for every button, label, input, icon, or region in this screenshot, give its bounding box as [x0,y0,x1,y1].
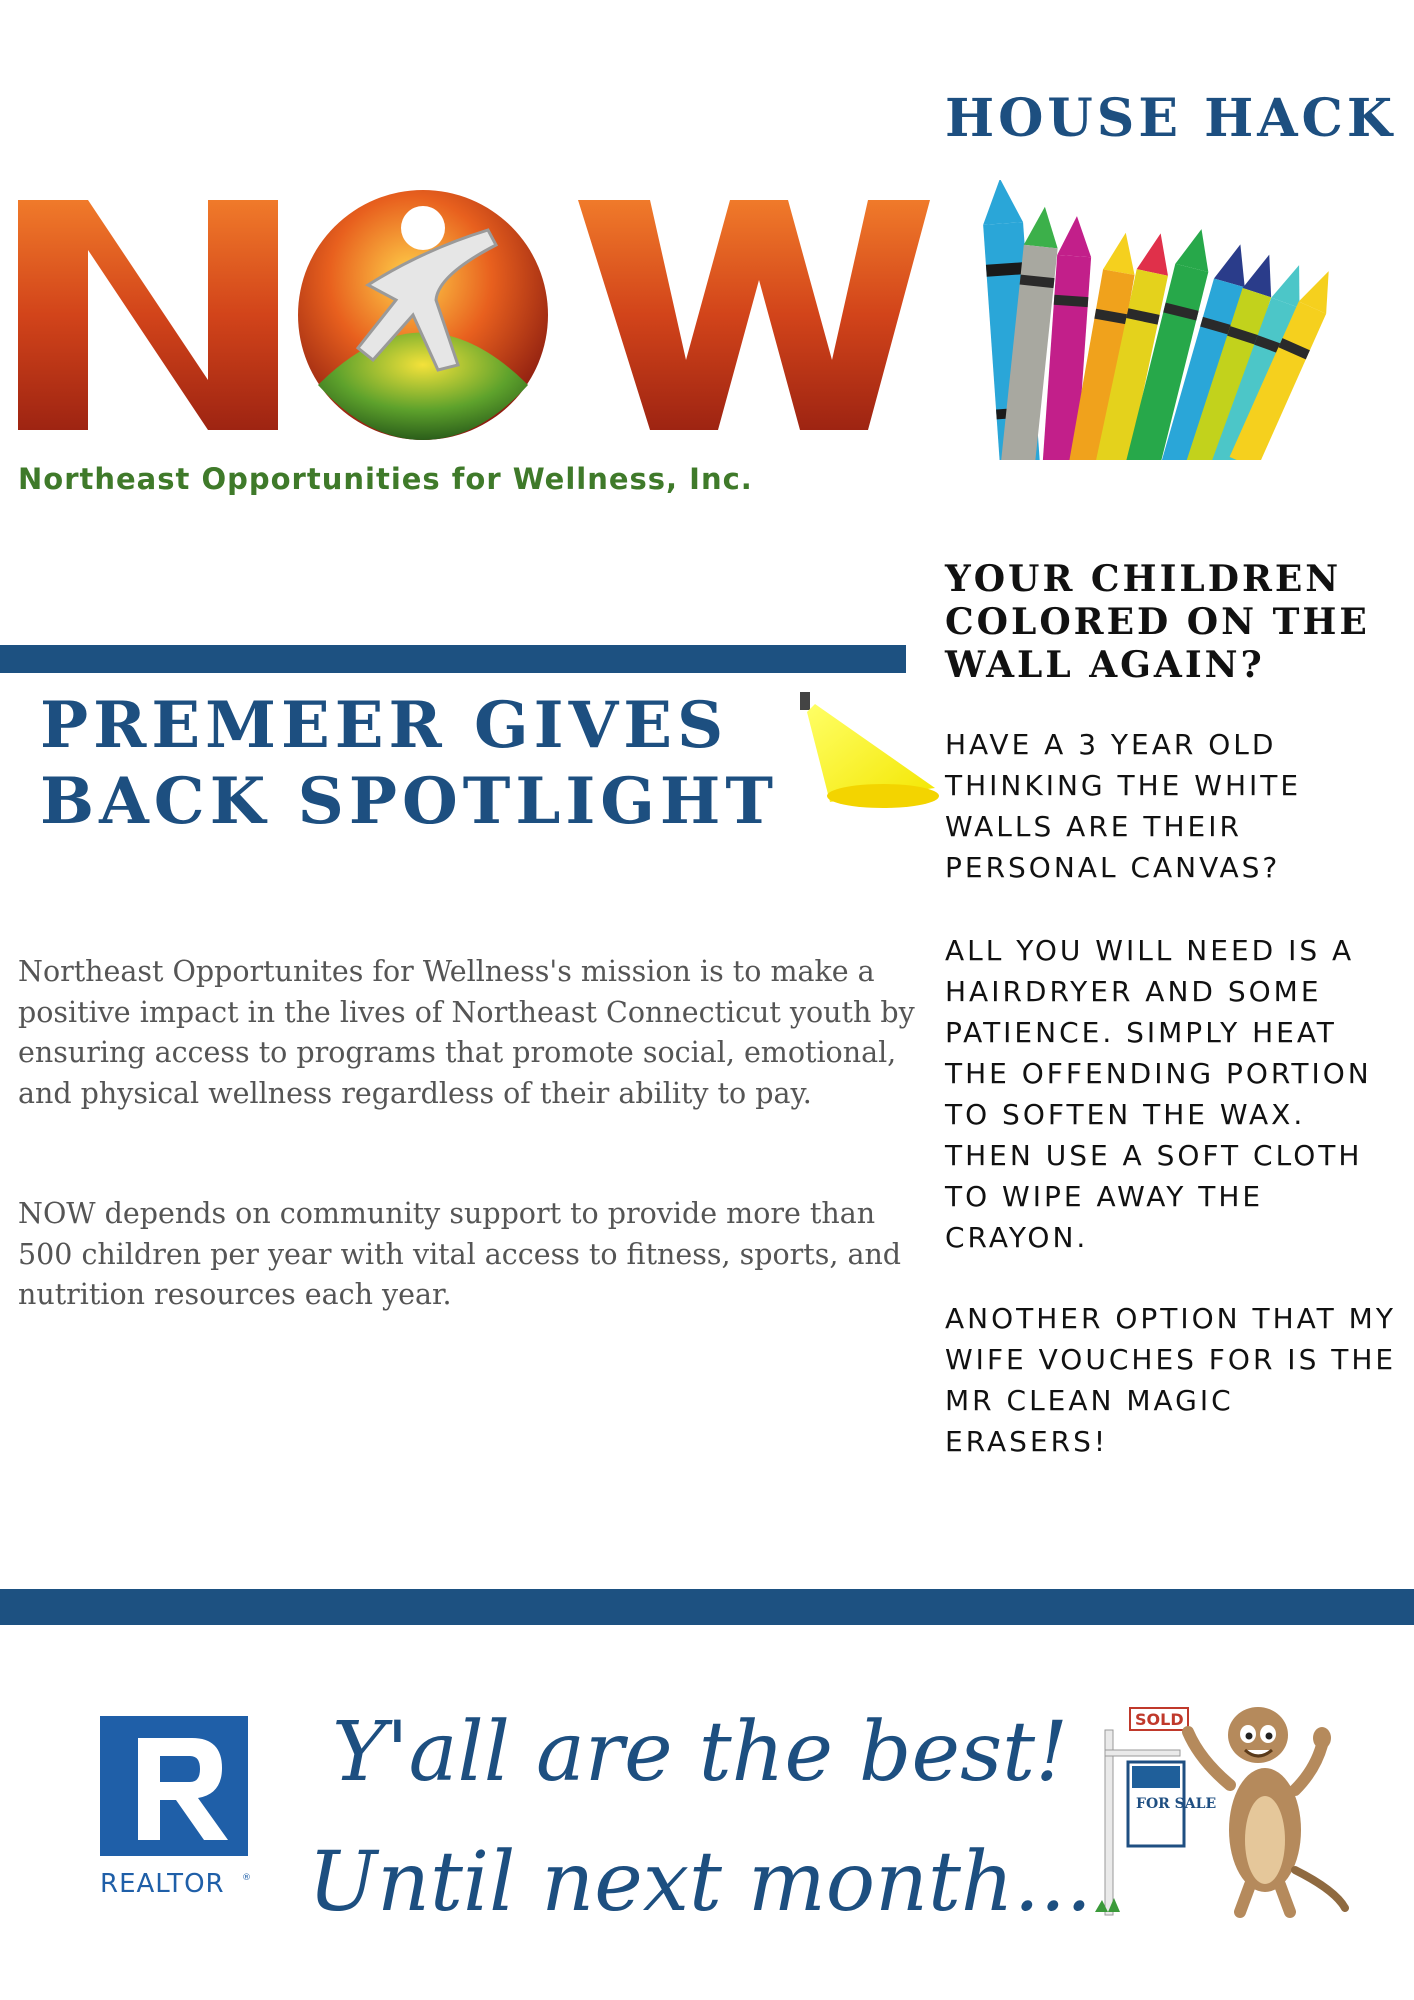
hack-paragraph: ALL YOU WILL NEED IS A HAIRDRYER AND SOME PATIENCE. SIMPLY HEAT THE OFFENDING PORTION TO SOFTEN THE WAX. THEN USE A SOFT CLOTH TO WIPE AWAY THE CRAYON. [945,934,1372,1254]
hack-paragraph: HAVE A 3 YEAR OLD THINKING THE WHITE WALLS ARE THEIR PERSONAL CANVAS? [945,728,1302,884]
spotlight-paragraph: NOW depends on community support to provide more than 500 children per year with vital access to fitness, sports, and nutrition resources each year. [18,1197,902,1311]
meerkat-sold-sign-image [1090,1690,1350,1920]
closing-line-1: Y'all are the best! [331,1705,1069,1800]
now-subtitle: Northeast Opportunities for Wellness, Inc. [18,462,753,496]
svg-text:FOR SALE: FOR SALE [1136,1796,1217,1812]
svg-text:SOLD: SOLD [1135,1710,1184,1729]
house-hack-title: HOUSE HACK [945,88,1397,149]
spotlight-paragraph: Northeast Opportunites for Wellness's mission is to make a positive impact in the lives of Northeast Connecticut youth by ensuring access to programs that promote social, emotional, and physical wellness regardless of their ability to pay. [18,955,915,1110]
closing-line-2: Until next month... [308,1835,1092,1930]
footer-divider-bar [0,1589,1414,1625]
hack-question: YOUR CHILDREN COLORED ON THE WALL AGAIN? [945,558,1370,686]
svg-text:REALTOR: REALTOR [100,1869,225,1899]
crayons-image [960,180,1360,460]
hack-paragraph: ANOTHER OPTION THAT MY WIFE VOUCHES FOR IS THE MR CLEAN MAGIC ERASERS! [945,1302,1397,1458]
realtor-logo [100,1716,260,1900]
spotlight-icon [795,690,940,815]
svg-text:®: ® [242,1873,251,1883]
spotlight-title: PREMEER GIVES BACK SPOTLIGHT [40,688,778,839]
section-divider-bar [0,645,906,673]
now-logo [18,190,930,500]
